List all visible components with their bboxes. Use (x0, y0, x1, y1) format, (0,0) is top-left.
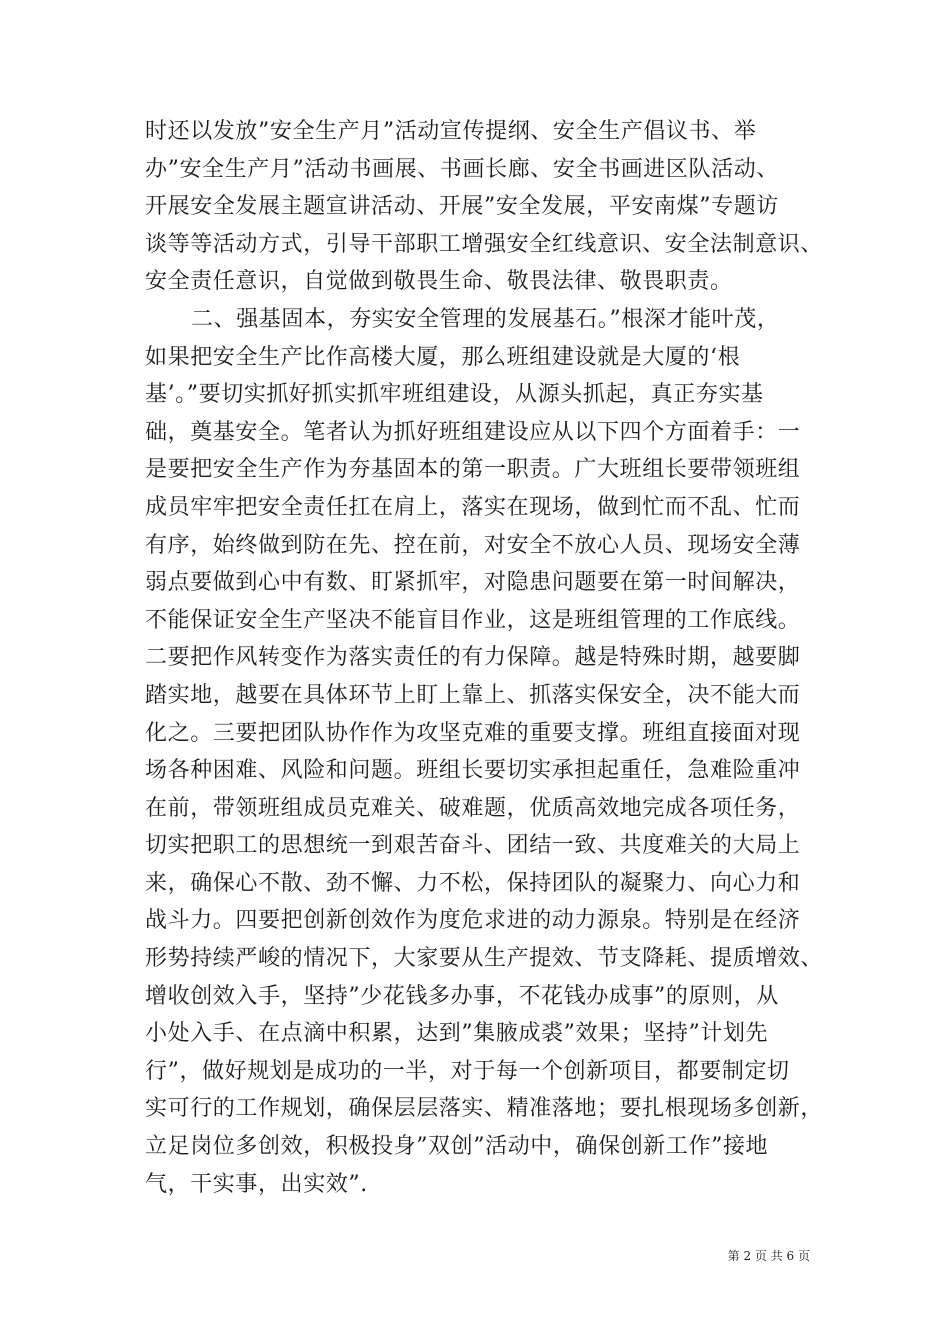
body-text (145, 113, 825, 1203)
text-line: 增收创效入手，坚持”少花钱多办事，不花钱办成事”的原则，从 (145, 983, 779, 1009)
text-line: 安全责任意识，自觉做到敬畏生命、敬畏法律、敬畏职责。 (145, 269, 733, 295)
text-line: 如果把安全生产比作高楼大厦，那么班组建设就是大厦的‘根 (145, 344, 741, 370)
text-line: 谈等等活动方式，引导干部职工增强安全红线意识、安全法制意识、 (145, 231, 824, 257)
text-line: 是要把安全生产作为夯基固本的第一职责。广大班组长要带领班组 (145, 457, 801, 483)
text-line: 基’。”要切实抓好抓实抓牢班组建设，从源头抓起，真正夯实基 (145, 382, 764, 408)
text-line: 成员牢牢把安全责任扛在肩上，落实在现场，做到忙而不乱、忙而 (145, 494, 801, 520)
text-line: 实可行的工作规划，确保层层落实、精准落地；要扎根现场多创新， (145, 1096, 824, 1122)
text-line: 办”安全生产月”活动书画展、书画长廊、安全书画进区队活动、 (145, 156, 779, 182)
text-line: 气，干实事，出实效”. (145, 1171, 368, 1197)
text-line: 小处入手、在点滴中积累，达到”集腋成裘”效果；坚持”计划先 (145, 1021, 769, 1047)
text-line: 立足岗位多创效，积极投身”双创”活动中，确保创新工作”接地 (145, 1134, 769, 1160)
text-line: 时还以发放”安全生产月”活动宣传提纲、安全生产倡议书、举 (145, 119, 757, 144)
text-line: 来，确保心不散、劲不懈、力不松，保持团队的凝聚力、向心力和 (145, 870, 801, 896)
text-line: 础，奠基安全。笔者认为抓好班组建设应从以下四个方面着手：一 (145, 419, 801, 445)
text-line: 场各种困难、风险和问题。班组长要切实承担起重任，急难险重冲 (145, 758, 801, 784)
text-line: 有序，始终做到防在先、控在前，对安全不放心人员、现场安全薄 (145, 532, 801, 558)
text-line: 不能保证安全生产坚决不能盲目作业，这是班组管理的工作底线。 (145, 607, 801, 633)
text-line: 行”，做好规划是成功的一半，对于每一个创新项目，都要制定切 (145, 1058, 790, 1084)
text-line: 战斗力。四要把创新创效作为度危求进的动力源泉。特别是在经济 (145, 908, 801, 934)
text-line: 在前，带领班组成员克难关、破难题，优质高效地完成各项任务， (145, 795, 801, 821)
paragraph-start-line: 二、强基固本，夯实安全管理的发展基石。”根深才能叶茂， (191, 306, 780, 332)
text-line: 踏实地，越要在具体环节上盯上靠上、抓落实保安全，决不能大而 (145, 682, 801, 708)
page-number-footer: 第 2 页 共 6 页 (727, 1249, 810, 1263)
text-line: 弱点要做到心中有数、盯紧抓牢，对隐患问题要在第一时间解决， (145, 570, 801, 596)
text-line: 开展安全发展主题宣讲活动、开展”安全发展，平安南煤”专题访 (145, 194, 779, 220)
text-line: 形势持续严峻的情况下，大家要从生产提效、节支降耗、提质增效、 (145, 946, 824, 972)
text-line: 切实把职工的思想统一到艰苦奋斗、团结一致、共度难关的大局上 (145, 833, 801, 859)
text-line: 化之。三要把团队协作作为攻坚克难的重要支撑。班组直接面对现 (145, 720, 801, 746)
text-line: 二要把作风转变作为落实责任的有力保障。越是特殊时期，越要脚 (145, 645, 801, 671)
